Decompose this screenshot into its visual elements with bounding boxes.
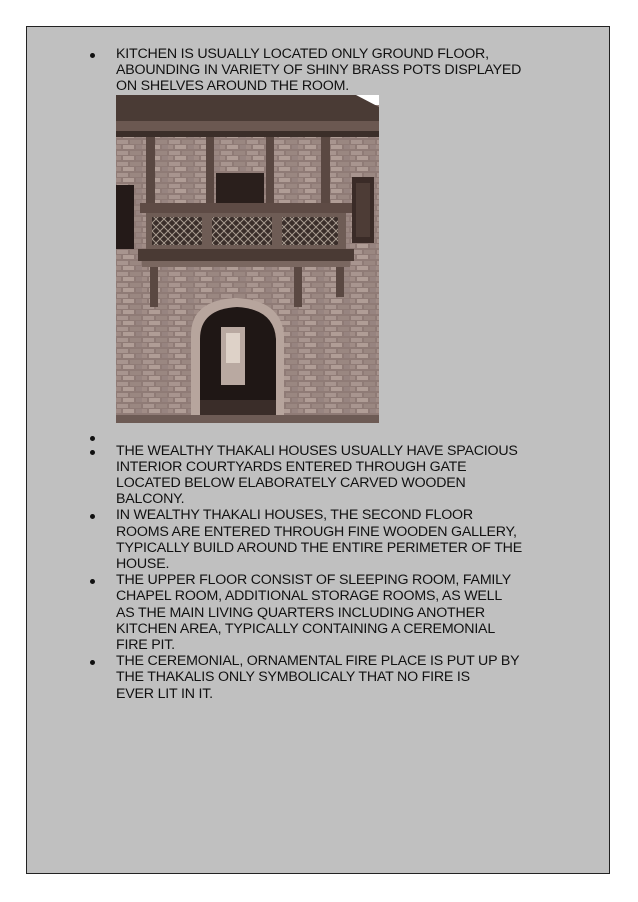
bullet-list <box>72 46 572 702</box>
list-item-photo <box>72 95 572 435</box>
item-text: IN WEALTHY THAKALI HOUSES, THE SECOND FLOOR ROOMS ARE ENTERED THROUGH FINE WOODEN GALLERY, TYPICALLY BUILD AROUND THE ENTIRE PERIMETER OF THE HOUSE. <box>116 507 522 573</box>
list-item-upper-floor <box>72 572 572 653</box>
bullet-dot <box>90 579 95 584</box>
bullet-dot <box>90 450 95 455</box>
house-photo <box>116 95 379 423</box>
bullet-dot <box>90 53 95 58</box>
item-text: THE UPPER FLOOR CONSIST OF SLEEPING ROOM, FAMILY CHAPEL ROOM, ADDITIONAL STORAGE ROOMS, AS WELL AS THE MAIN LIVING QUARTERS INCLUDING ANOTHER KITCHEN AREA, TYPICALLY CONTAINING A CEREMONIAL FIRE PIT. <box>116 572 512 654</box>
bullet-dot <box>90 436 95 441</box>
item-text: THE WEALTHY THAKALI HOUSES USUALLY HAVE SPACIOUS INTERIOR COURTYARDS ENTERED THROUGH GATE LOCATED BELOW ELABORATELY CARVED WOODEN BALCONY. <box>116 442 518 508</box>
list-item-fireplace <box>72 653 572 702</box>
list-item-courtyards <box>72 443 572 508</box>
item-text: KITCHEN IS USUALLY LOCATED ONLY GROUND FLOOR, ABOUNDING IN VARIETY OF SHINY BRASS POTS DISPLAYED ON SHELVES AROUND THE ROOM. <box>116 46 522 95</box>
house-photo-illustration <box>116 95 379 423</box>
list-item-kitchen <box>72 46 572 95</box>
bullet-dot <box>90 660 95 665</box>
item-text: THE CEREMONIAL, ORNAMENTAL FIRE PLACE IS PUT UP BY THE THAKALIS ONLY SYMBOLICALY THAT NO FIRE IS EVER LIT IN IT. <box>116 653 520 702</box>
list-item-gallery <box>72 507 572 572</box>
bullet-dot <box>90 514 95 519</box>
list-item-empty <box>72 435 572 443</box>
